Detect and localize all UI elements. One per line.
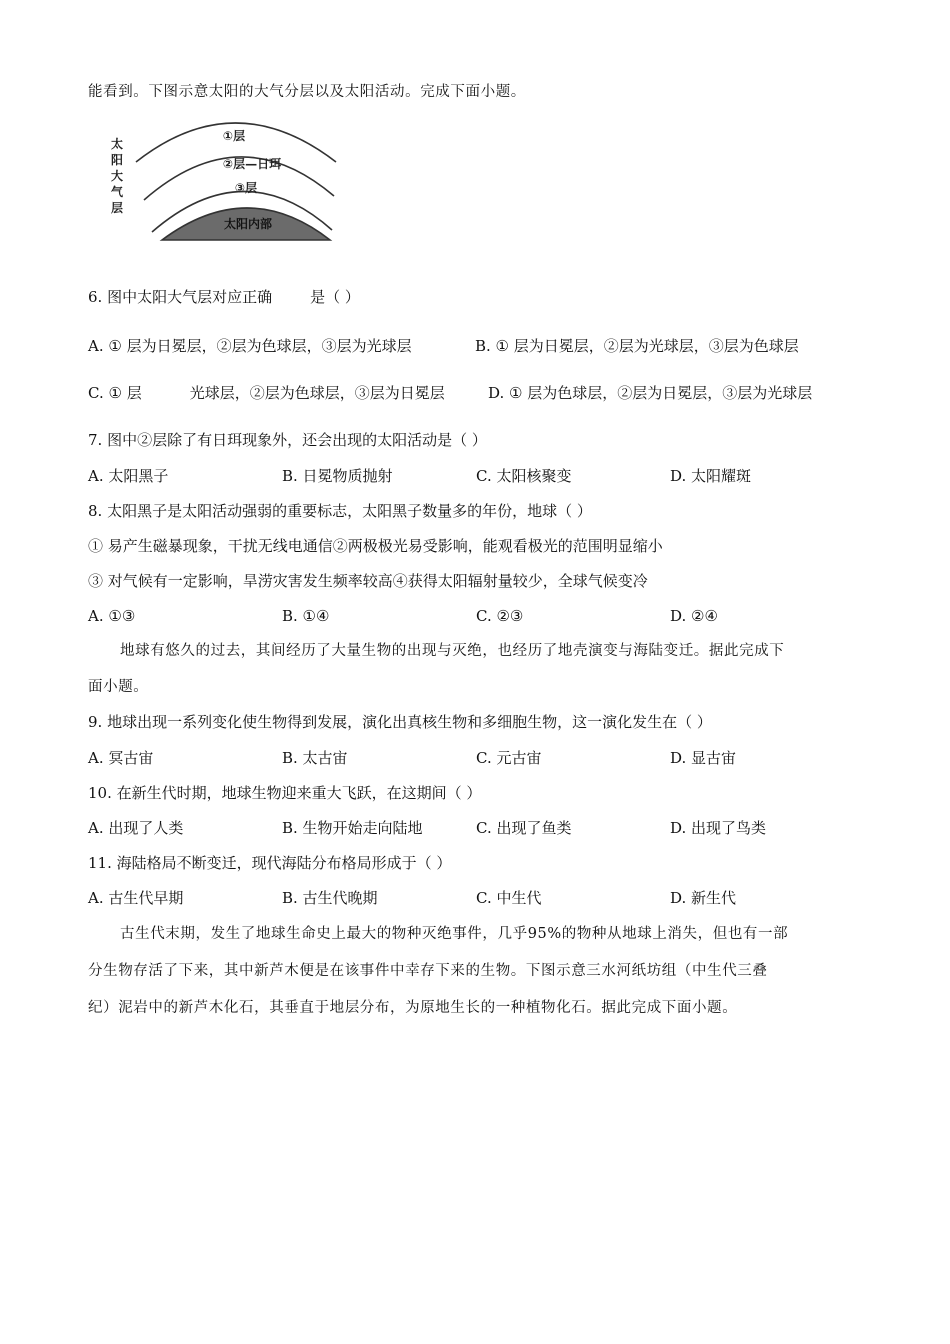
q8-stem: 8. 太阳黑子是太阳活动强弱的重要标志，太阳黑子数量多的年份，地球（ ） — [88, 502, 592, 520]
side-label-char: 气 — [111, 185, 124, 199]
passage3-line: 纪）泥岩中的新芦木化石，其垂直于地层分布，为原地生长的一种植物化石。据此完成下面小题。 — [88, 1000, 738, 1016]
q9-option-a[interactable]: A. 冥古宙 — [88, 749, 154, 767]
layer2-label: ②层—日珥 — [222, 157, 282, 171]
q6-stem-part: 是（ ） — [310, 288, 360, 306]
solar-atmosphere-diagram — [100, 112, 340, 254]
q8-option-c[interactable]: C. ②③ — [476, 607, 524, 625]
q7-option-b[interactable]: B. 日冕物质抛射 — [282, 467, 393, 485]
q8-statement-1: ① 易产生磁暴现象，干扰无线电通信②两极极光易受影响，能观看极光的范围明显缩小 — [88, 537, 663, 555]
q8-option-a[interactable]: A. ①③ — [88, 607, 136, 625]
layer1-label: ①层 — [222, 129, 246, 143]
side-label-char: 太 — [111, 137, 124, 151]
q11-stem: 11. 海陆格局不断变迁，现代海陆分布格局形成于（ ） — [88, 854, 452, 872]
intro-text: 能看到。下图示意太阳的大气分层以及太阳活动。完成下面小题。 — [88, 84, 526, 100]
side-label-char: 阳 — [111, 153, 124, 167]
q9-option-c[interactable]: C. 元古宙 — [476, 749, 542, 767]
q11-option-d[interactable]: D. 新生代 — [670, 889, 737, 907]
q10-stem: 10. 在新生代时期，地球生物迎来重大飞跃，在这期间（ ） — [88, 784, 482, 802]
q9-option-d[interactable]: D. 显古宙 — [670, 749, 737, 767]
q6-option-c[interactable] — [88, 383, 445, 403]
q9-stem: 9. 地球出现一系列变化使生物得到发展，演化出真核生物和多细胞生物，这一演化发生在（ ） — [88, 713, 712, 731]
q8-option-d[interactable]: D. ②④ — [670, 607, 718, 625]
passage2-line: 面小题。 — [88, 679, 149, 695]
q8-statement-2: ③ 对气候有一定影响，旱涝灾害发生频率较高④获得太阳辐射量较少，全球气候变冷 — [88, 572, 648, 590]
q8-option-b[interactable]: B. ①④ — [282, 607, 330, 625]
q6-option-d[interactable]: D. ① 层为色球层，②层为日冕层，③层为光球层 — [488, 384, 813, 402]
side-label-char: 大 — [111, 169, 124, 183]
q10-option-b[interactable]: B. 生物开始走向陆地 — [282, 819, 423, 837]
passage3-line: 分生物存活了下来，其中新芦木便是在该事件中幸存下来的生物。下图示意三水河纸坊组（中生代三叠 — [88, 963, 768, 979]
q9-option-b[interactable]: B. 太古宙 — [282, 749, 348, 767]
q6-option-b[interactable]: B. ① 层为日冕层，②层为光球层，③层为色球层 — [475, 337, 799, 355]
passage2-line: 地球有悠久的过去，其间经历了大量生物的出现与灭绝，也经历了地壳演变与海陆变迁。据此完成下 — [120, 643, 785, 659]
q10-option-a[interactable]: A. 出现了人类 — [88, 819, 184, 837]
q6-option-c-part: C. ① 层 — [88, 384, 142, 402]
side-label-char: 层 — [111, 201, 124, 215]
q7-option-a[interactable]: A. 太阳黑子 — [88, 467, 169, 485]
q6-stem-part: 6. 图中太阳大气层对应正确 — [88, 288, 273, 306]
q11-option-b[interactable]: B. 古生代晚期 — [282, 889, 378, 907]
q7-option-c[interactable]: C. 太阳核聚变 — [476, 467, 572, 485]
q11-option-a[interactable]: A. 古生代早期 — [88, 889, 184, 907]
solar-atmosphere-svg — [100, 112, 340, 254]
layer3-label: ③层 — [234, 181, 258, 195]
q10-option-d[interactable]: D. 出现了鸟类 — [670, 819, 767, 837]
passage3-line: 古生代末期，发生了地球生命史上最大的物种灭绝事件，几乎95%的物种从地球上消失，但也有一部 — [120, 926, 789, 942]
q6-stem — [88, 287, 360, 307]
q10-option-c[interactable]: C. 出现了鱼类 — [476, 819, 572, 837]
core-label: 太阳内部 — [223, 217, 273, 231]
q6-option-c-part: 光球层，②层为色球层，③层为日冕层 — [189, 384, 445, 402]
q6-option-a[interactable]: A. ① 层为日冕层，②层为色球层，③层为光球层 — [88, 337, 412, 355]
q11-option-c[interactable]: C. 中生代 — [476, 889, 542, 907]
q7-stem: 7. 图中②层除了有日珥现象外，还会出现的太阳活动是（ ） — [88, 431, 487, 449]
q7-option-d[interactable]: D. 太阳耀斑 — [670, 467, 752, 485]
